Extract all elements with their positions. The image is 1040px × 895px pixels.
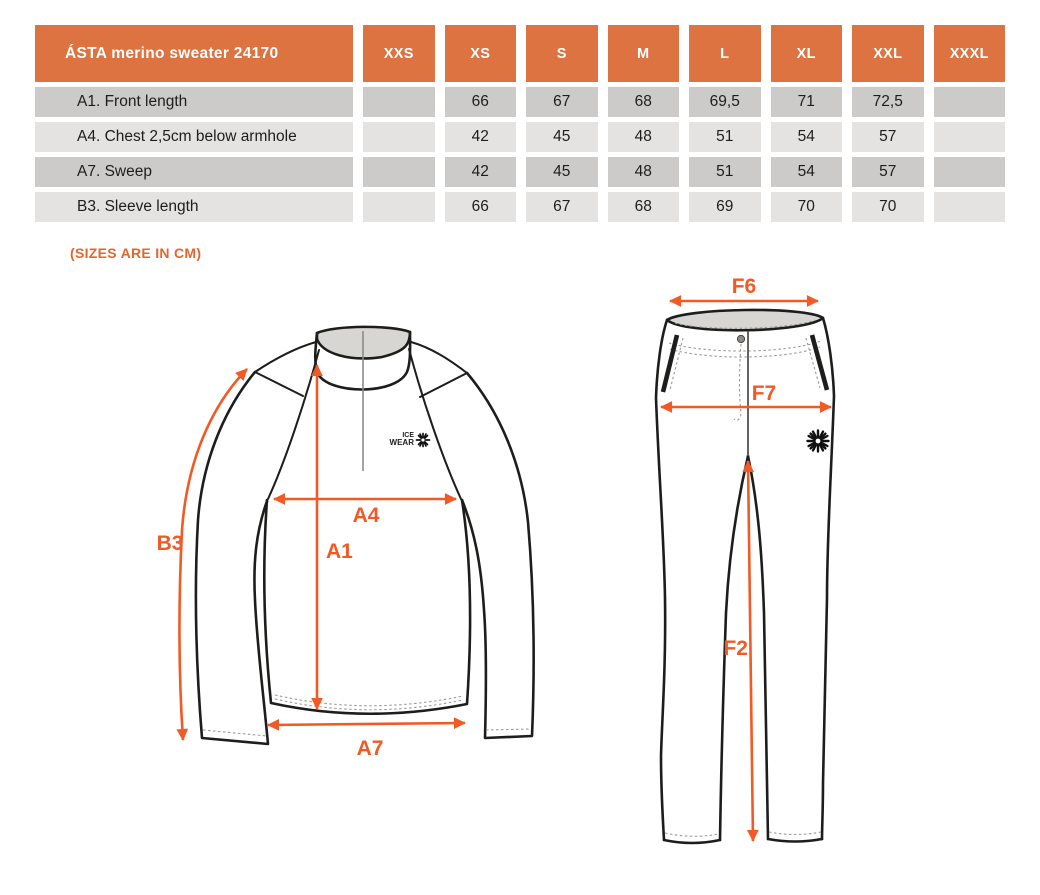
- table-cell: 48: [608, 122, 680, 152]
- table-cell: 70: [771, 192, 843, 222]
- f2-arrow: [748, 461, 753, 841]
- hem-stitch: [275, 695, 463, 706]
- table-header-size-xl: XL: [771, 25, 843, 82]
- row-label: B3. Sleeve length: [35, 192, 353, 222]
- right-pocket: [812, 335, 827, 390]
- sweater-diagram: [130, 300, 570, 778]
- b3-arrow: [179, 369, 247, 740]
- row-label: A1. Front length: [35, 87, 353, 117]
- snowflake-icon: [808, 431, 829, 452]
- sweater-body: [264, 500, 470, 714]
- table-header-size-xs: XS: [445, 25, 517, 82]
- f7-label: F7: [751, 382, 777, 405]
- right-hem: [768, 839, 822, 842]
- brand-logo-line2: WEAR: [389, 438, 414, 447]
- table-cell: 45: [526, 157, 598, 187]
- table-cell: [934, 192, 1006, 222]
- right-sleeve: [462, 373, 534, 738]
- table-cell: 68: [608, 87, 680, 117]
- table-cell: 71: [771, 87, 843, 117]
- table-cell: [363, 192, 435, 222]
- table-cell: 67: [526, 87, 598, 117]
- table-cell: [363, 157, 435, 187]
- table-cell: [363, 87, 435, 117]
- snowflake-icon: [417, 434, 430, 447]
- pants-diagram: [625, 275, 925, 878]
- left-hem-stitch: [665, 833, 719, 836]
- a7-arrow: [268, 723, 465, 725]
- right-raglan-seam: [409, 349, 461, 499]
- left-shoulder-panel-seam: [255, 372, 303, 396]
- b3-label: B3: [156, 532, 184, 555]
- table-header-size-s: S: [526, 25, 598, 82]
- table-cell: 70: [852, 192, 924, 222]
- f2-label: F2: [723, 637, 748, 660]
- table-header-size-xxl: XXL: [852, 25, 924, 82]
- table-cell: 67: [526, 192, 598, 222]
- table-cell: 54: [771, 157, 843, 187]
- table-cell: [363, 122, 435, 152]
- table-cell: 45: [526, 122, 598, 152]
- table-cell: 48: [608, 157, 680, 187]
- waist-button: [737, 335, 744, 342]
- table-cell: 68: [608, 192, 680, 222]
- waistband-opening: [667, 310, 823, 330]
- table-header-product: ÁSTA merino sweater 24170: [35, 25, 353, 82]
- table-cell: 54: [771, 122, 843, 152]
- right-shoulder-seam: [411, 342, 467, 373]
- table-header-size-xxs: XXS: [363, 25, 435, 82]
- sizes-note: (SIZES ARE IN CM): [70, 245, 202, 261]
- table-cell: 42: [445, 157, 517, 187]
- right-shoulder-panel-seam: [420, 373, 467, 397]
- left-shoulder-seam: [255, 342, 316, 372]
- row-label: A4. Chest 2,5cm below armhole: [35, 122, 353, 152]
- left-hem: [664, 840, 720, 843]
- f6-label: F6: [731, 275, 757, 298]
- table-header-size-xxxl: XXXL: [934, 25, 1006, 82]
- waistband-stitch: [670, 347, 820, 357]
- left-raglan-seam: [268, 350, 319, 499]
- table-cell: 69: [689, 192, 761, 222]
- table-header-size-m: M: [608, 25, 680, 82]
- table-cell: 69,5: [689, 87, 761, 117]
- row-label: A7. Sweep: [35, 157, 353, 187]
- left-cuff-stitch: [203, 730, 267, 736]
- table-cell: 42: [445, 122, 517, 152]
- brand-logo-line1: ICE: [402, 432, 414, 439]
- waistband-stitch: [669, 341, 821, 351]
- a4-label: A4: [352, 504, 380, 527]
- table-cell: 51: [689, 157, 761, 187]
- brand-logo: [390, 432, 430, 447]
- right-cuff-stitch: [486, 729, 531, 730]
- fly-stitch: [734, 344, 741, 420]
- table-cell: 72,5: [852, 87, 924, 117]
- table-cell: 57: [852, 122, 924, 152]
- pants-right-outline: [822, 318, 834, 839]
- table-cell: 57: [852, 157, 924, 187]
- table-cell: [934, 87, 1006, 117]
- table-cell: 66: [445, 87, 517, 117]
- a1-label: A1: [326, 540, 353, 563]
- table-cell: 66: [445, 192, 517, 222]
- size-table: [35, 25, 1005, 222]
- table-cell: [934, 122, 1006, 152]
- pants-left-outline: [656, 320, 667, 840]
- right-hem-stitch: [769, 832, 821, 835]
- table-cell: [934, 157, 1006, 187]
- table-header-size-l: L: [689, 25, 761, 82]
- a7-label: A7: [356, 737, 384, 760]
- table-cell: 51: [689, 122, 761, 152]
